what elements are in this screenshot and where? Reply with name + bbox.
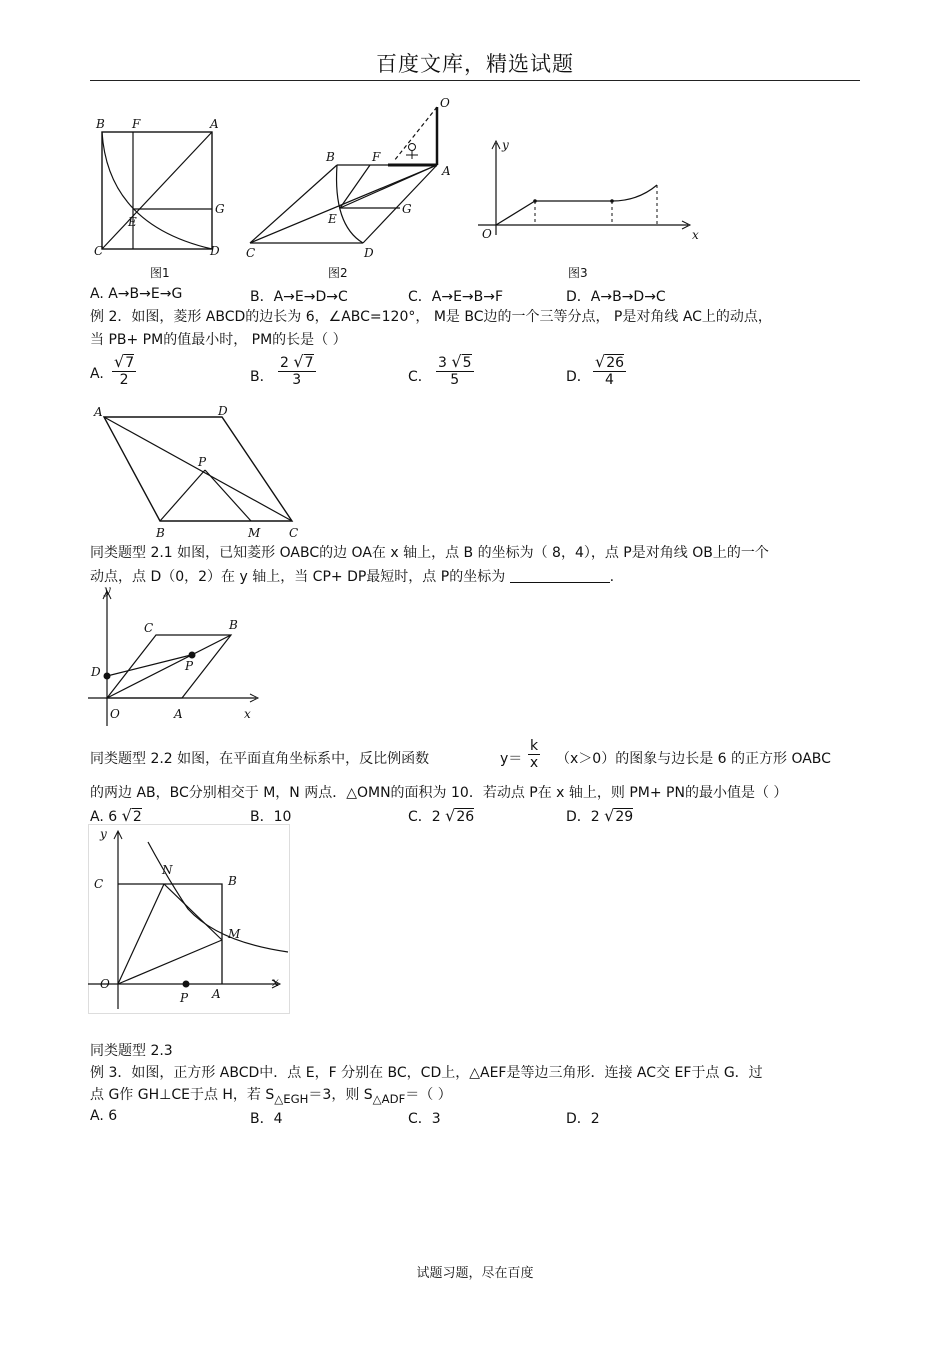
t21-figure	[88, 582, 268, 727]
t22-label-c: C	[94, 877, 104, 891]
t23-line-2b: ＝3，则 S	[308, 1087, 373, 1103]
header-rule	[90, 80, 860, 81]
t23-option-a: A. 6	[90, 1108, 118, 1124]
page-title: 百度文库，精选试题	[376, 52, 574, 76]
fig1-label-b: B	[96, 117, 105, 131]
fig2-label-o: O	[440, 96, 450, 110]
t22-label-n: N	[162, 863, 173, 877]
figure-1	[94, 117, 225, 280]
fig2-label-d: D	[364, 246, 374, 260]
ex2-option-b-denominator: 3	[292, 372, 302, 388]
t23-line-2a: 点 G作 GH⊥CE于点 H，若 S	[90, 1087, 275, 1103]
t23-option-d: D．2	[566, 1111, 600, 1127]
rhombus-label-d: D	[218, 404, 228, 418]
ex2-option-d-label: D．	[566, 369, 591, 385]
figure-2	[246, 96, 451, 280]
fig2-label-c: C	[246, 246, 256, 260]
t22-option-a-radicand: 2	[132, 809, 142, 825]
t22-option-d: D．2 √29	[566, 806, 634, 825]
t22-option-a: A. 6 √2	[90, 806, 142, 825]
ex2-option-a-fraction: $\frac{√7}{2}$	[114, 352, 135, 388]
fig1-label-f: F	[132, 117, 141, 131]
t22-label-o: O	[100, 977, 110, 991]
ex2-option-c-fraction: $\frac{3 √5}{5}$	[438, 352, 472, 388]
fig1-label-e: E	[128, 215, 137, 229]
ex2-option-c-denominator: 5	[450, 372, 460, 388]
t22-option-c-label: C．	[408, 809, 432, 825]
t21-label-y: y	[104, 583, 111, 597]
t22-option-b: B．10	[250, 809, 292, 825]
t22-label-b: B	[228, 874, 237, 888]
t22-label-m: M	[228, 927, 241, 941]
t22-option-d-label: D．	[566, 809, 591, 825]
t21-label-o: O	[110, 707, 120, 721]
fig3-caption: 图3	[568, 266, 588, 280]
ex2-option-c-radicand: 5	[462, 355, 472, 371]
t22-option-c-coef: 2	[431, 809, 441, 825]
rhombus-label-a: A	[94, 405, 103, 419]
t22-option-d-radicand: 29	[615, 809, 634, 825]
t22-option-a-coef: 6	[108, 809, 118, 825]
ex2-line-2: 当 PB+ PM的值最小时， PM的长是（ ）	[90, 332, 347, 348]
t23-title: 同类题型 2.3	[90, 1043, 173, 1059]
t21-label-x: x	[244, 707, 251, 721]
ex2-option-d-radicand: 26	[606, 355, 625, 371]
fig3-label-o: O	[482, 227, 492, 241]
ex2-option-a-denominator: 2	[119, 372, 129, 388]
fig1-label-c: C	[94, 244, 104, 258]
ex2-option-d-denominator: 4	[605, 372, 614, 388]
fig3-label-x: x	[692, 228, 699, 242]
ex2-option-b-radicand: 7	[304, 355, 314, 371]
ex2-option-d-fraction: $\frac{√26}{4}$	[595, 352, 625, 388]
fig2-label-g: G	[402, 202, 412, 216]
fig1-label-g: G	[215, 202, 225, 216]
t22-label-p: P	[180, 991, 189, 1005]
fig2-label-a: A	[442, 164, 451, 178]
t22-line-1a: 同类题型 2.2 如图，在平面直角坐标系中，反比例函数	[90, 751, 430, 767]
prev-option-d: D．A→B→D→C	[566, 289, 666, 305]
figure-3	[478, 138, 699, 280]
fig1-label-a: A	[210, 117, 219, 131]
fig1-label-d: D	[210, 244, 220, 258]
t22-fraction-k: k	[530, 738, 539, 754]
t23-option-c: C．3	[408, 1111, 441, 1127]
t22-option-c: C．2 √26	[408, 806, 475, 825]
t22-fraction	[528, 738, 540, 771]
t22-option-a-label: A.	[90, 809, 104, 825]
ex2-option-c-coef: 3	[438, 355, 447, 371]
t23-sub-egh: △EGH	[274, 1091, 309, 1106]
t21-line-2-end: .	[609, 569, 615, 585]
ex2-option-b-coef: 2	[280, 355, 289, 371]
t21-line-1: 同类题型 2.1 如图，已知菱形 OABC的边 OA在 x 轴上，点 B 的坐标为（ 8，4），点 P是对角线 OB上的一个	[90, 545, 769, 561]
t22-line-1b: （x＞0）的图象与边长是 6 的正方形 OABC	[556, 751, 831, 767]
t22-label-y: y	[100, 827, 107, 841]
t21-label-a: A	[174, 707, 183, 721]
t22-option-d-coef: 2	[590, 809, 600, 825]
prev-option-b: B．A→E→D→C	[250, 289, 348, 305]
fig2-caption: 图2	[328, 266, 348, 280]
t22-line-2: 的两边 AB，BC分别相交于 M，N 两点．△OMN的面积为 10．若动点 P在 x 轴上，则 PM+ PN的最小值是（ ）	[90, 785, 788, 801]
t21-label-d: D	[91, 665, 101, 679]
t23-option-b: B．4	[250, 1111, 283, 1127]
t22-y-eq: y＝	[500, 751, 523, 767]
t21-label-b: B	[229, 618, 238, 632]
t22-option-c-radicand: 26	[456, 809, 475, 825]
ex2-option-a-radicand: 7	[125, 355, 135, 371]
page-footer: 试题习题，尽在百度	[416, 1266, 534, 1281]
t23-line-1: 例 3．如图，正方形 ABCD中．点 E，F 分别在 BC，CD上，△AEF是等边三角形．连接 AC交 EF于点 G．过	[90, 1065, 763, 1081]
rhombus-label-b: B	[156, 526, 165, 540]
fig2-label-e: E	[328, 212, 337, 226]
ex2-line-1: 例 2．如图，菱形 ABCD的边长为 6，∠ABC=120°， M是 BC边的一个三等分点， P是对角线 AC上的动点，	[90, 309, 772, 325]
rhombus-label-m: M	[248, 526, 261, 540]
t23-line-2	[90, 1084, 452, 1106]
rhombus-figure	[88, 398, 318, 543]
t23-sub-adf: △ADF	[372, 1091, 406, 1106]
t21-label-c: C	[144, 621, 154, 635]
rhombus-label-c: C	[289, 526, 299, 540]
ex2-option-a-label: A.	[90, 366, 104, 382]
ex2-option-b-fraction: $\frac{2 √7}{3}$	[280, 352, 314, 388]
fig3-label-y: y	[502, 138, 509, 152]
fig2-label-b: B	[326, 150, 335, 164]
ex2-option-b-label: B．	[250, 369, 274, 385]
t21-line-2-text: 动点，点 D（0，2）在 y 轴上，当 CP+ DP最短时，点 P的坐标为	[90, 569, 506, 585]
t23-line-2c: ＝（ ）	[405, 1087, 452, 1103]
ex2-option-c-label: C．	[408, 369, 432, 385]
fig1-caption: 图1	[150, 266, 170, 280]
prev-option-c: C．A→E→B→F	[408, 289, 504, 305]
prev-option-a: A. A→B→E→G	[90, 286, 183, 302]
top-figures	[88, 95, 708, 285]
t22-fraction-x: x	[529, 755, 539, 771]
t22-label-x: x	[272, 975, 279, 989]
answer-blank	[510, 570, 610, 583]
t21-label-p: P	[185, 659, 194, 673]
fig2-label-f: F	[372, 150, 381, 164]
t22-label-a: A	[212, 987, 221, 1001]
rhombus-label-p: P	[198, 455, 207, 469]
t22-figure	[88, 824, 293, 1016]
